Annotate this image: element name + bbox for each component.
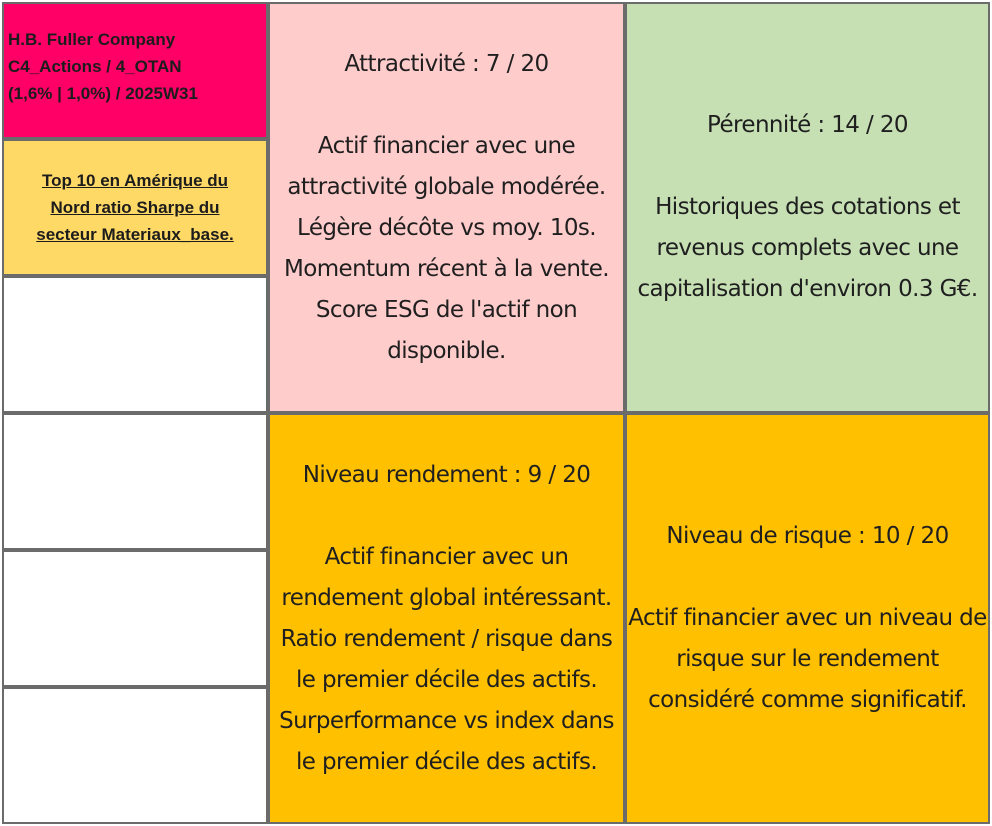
rendement-line: le premier décile des actifs. bbox=[295, 666, 598, 693]
asset-identity-cell bbox=[2, 2, 268, 139]
attractivite-title: Attractivité : 7 / 20 bbox=[344, 50, 549, 77]
rendement-line: Actif financier avec un bbox=[324, 543, 569, 570]
asset-stats-week: (1,6% | 1,0%) / 2025W31 bbox=[8, 84, 198, 103]
ranking-text bbox=[36, 167, 234, 248]
empty-cell bbox=[2, 276, 268, 413]
attractivite-panel bbox=[268, 2, 625, 413]
empty-cell bbox=[2, 687, 268, 824]
perennite-title: Pérennité : 14 / 20 bbox=[707, 112, 908, 138]
risque-title: Niveau de risque : 10 / 20 bbox=[666, 523, 949, 549]
risque-panel bbox=[625, 413, 990, 824]
asset-name: H.B. Fuller Company bbox=[8, 30, 176, 49]
attractivite-line: disponible. bbox=[387, 337, 506, 364]
risque-line: risque sur le rendement bbox=[676, 646, 939, 672]
attractivite-line: Momentum récent à la vente. bbox=[284, 255, 609, 282]
rendement-line: le premier décile des actifs. bbox=[295, 748, 598, 775]
attractivite-line: Score ESG de l'actif non bbox=[315, 296, 578, 323]
empty-cell bbox=[2, 550, 268, 687]
perennite-line: revenus complets avec une bbox=[656, 235, 959, 261]
risque-line: Actif financier avec un niveau de bbox=[628, 605, 987, 631]
ranking-line: secteur Materiaux_base. bbox=[36, 225, 234, 244]
perennite-line: Historiques des cotations et bbox=[655, 194, 960, 220]
perennite-line: capitalisation d'environ 0.3 G€. bbox=[637, 276, 978, 302]
risque-line: considéré comme significatif. bbox=[648, 687, 967, 713]
rendement-line: rendement global intéressant. bbox=[281, 584, 612, 611]
perennite-panel bbox=[625, 2, 990, 413]
asset-category: C4_Actions / 4_OTAN bbox=[8, 57, 182, 76]
attractivite-line: attractivité globale modérée. bbox=[287, 173, 606, 200]
rendement-panel bbox=[268, 413, 625, 824]
ranking-cell bbox=[2, 139, 268, 276]
rendement-title: Niveau rendement : 9 / 20 bbox=[302, 461, 591, 488]
rendement-line: Surperformance vs index dans bbox=[279, 707, 614, 734]
attractivite-line: Actif financier avec une bbox=[317, 132, 576, 159]
ranking-line: Nord ratio Sharpe du bbox=[50, 198, 220, 217]
rendement-line: Ratio rendement / risque dans bbox=[280, 625, 613, 652]
empty-cell bbox=[2, 413, 268, 550]
ranking-line: Top 10 en Amérique du bbox=[41, 171, 229, 190]
attractivite-line: Légère décôte vs moy. 10s. bbox=[297, 214, 596, 241]
